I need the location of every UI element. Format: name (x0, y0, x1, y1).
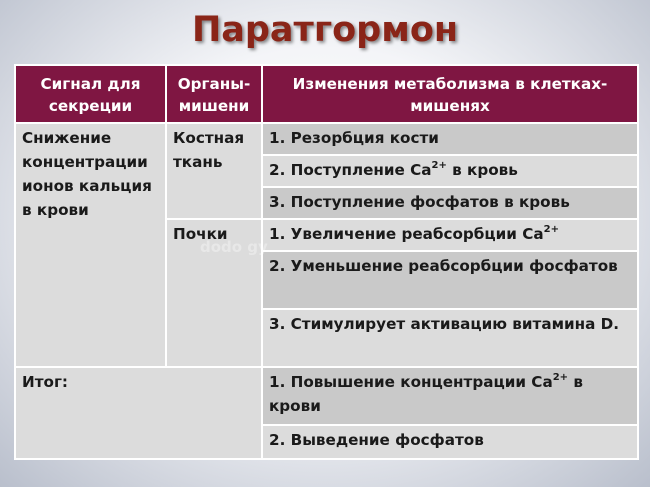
bone-item: 1. Резорбция кости (262, 123, 638, 155)
table-row (15, 123, 638, 155)
header-organs: Органы-мишени (166, 65, 262, 123)
signal-cell: Снижение концентрации ионов кальция в крови (15, 123, 166, 367)
slide-title: Паратгормон (191, 10, 459, 50)
organ-kidney-cell: Почки (166, 219, 262, 367)
result-item: 2. Выведение фосфатов (262, 425, 638, 459)
result-label-cell: Итог: (15, 367, 262, 459)
bone-item: 2. Поступление $Са^{2+}$ в кровь (262, 155, 638, 187)
result-item: 1. Повышение концентрации $Са^{2+}$ в крови (262, 367, 638, 425)
table-row (15, 367, 638, 425)
organ-bone-cell: Костная ткань (166, 123, 262, 219)
header-signal: Сигнал для секреции (15, 65, 166, 123)
kidney-item: 2. Уменьшение реабсорбции фосфатов (262, 251, 638, 309)
header-row (15, 65, 638, 123)
kidney-item: 3. Стимулирует активацию витамина D. (262, 309, 638, 367)
bone-item: 3. Поступление фосфатов в кровь (262, 187, 638, 219)
header-changes: Изменения метаболизма в клетках-мишенях (262, 65, 638, 123)
kidney-item: 1. Увеличение реабсорбции $Са^{2+}$ (262, 219, 638, 251)
watermark: dodo gy (200, 238, 268, 256)
parathormone-table (14, 64, 639, 460)
